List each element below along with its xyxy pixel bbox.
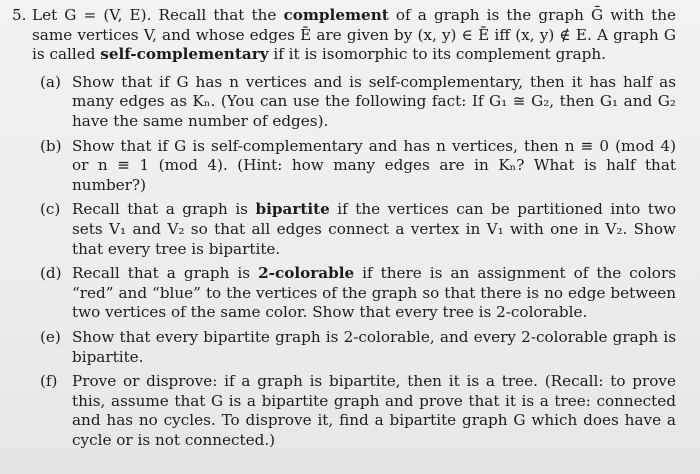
- part-text: Prove or disprove: if a graph is bipartite, then it is a tree. (Recall: to prove this, assume that G is a bipartite graph and prove that it is a tree: connected and has no cycles. To disprove it, find a bipartite graph G which does have a cycle or is not connected.): [72, 372, 676, 449]
- part-label: (b): [40, 136, 62, 155]
- part-text: Recall that a graph is bipartite if the vertices can be partitioned into two sets V₁ and V₂ so that all edges connect a vertex in V₁ with one in V₂. Show that every tree is bipartite.: [72, 200, 676, 258]
- part-f: [40, 372, 676, 450]
- part-c: [40, 200, 676, 259]
- part-label: (a): [40, 72, 61, 91]
- problem-parts-list: [12, 73, 676, 451]
- part-text: Show that if G has n vertices and is self-complementary, then it has half as many edges as Kₙ. (You can use the following fact: If G₁ ≅ G₂, then G₁ and G₂ have the same number of edges).: [72, 72, 676, 130]
- part-label: (e): [40, 327, 61, 346]
- problem-number: 5.: [12, 6, 27, 24]
- part-a: [40, 73, 676, 132]
- part-label: (f): [40, 372, 58, 391]
- part-text: Show that every bipartite graph is 2-colorable, and every 2-colorable graph is bipartite.: [72, 327, 676, 366]
- part-label: (d): [40, 264, 62, 283]
- problem-5: [12, 6, 676, 455]
- part-text: Show that if G is self-complementary and has n vertices, then n ≡ 0 (mod 4) or n ≡ 1 (mod 4). (Hint: how many edges are in Kₙ? What is half that number?): [72, 136, 676, 194]
- problem-intro-text: Let G = (V, E). Recall that the complement of a graph is the graph Ḡ with the same vertices V, and whose edges Ē are given by (x, y) ∈ Ē iff (x, y) ∉ E. A graph G is called self-complementary if it is isomorphic to its complement graph.: [32, 6, 676, 64]
- part-d: [40, 264, 676, 323]
- part-text: Recall that a graph is 2-colorable if there is an assignment of the colors “red” and “blue” to the vertices of the graph so that there is no edge between two vertices of the same color. Show that every tree is 2-colorable.: [72, 264, 676, 322]
- part-label: (c): [40, 200, 61, 219]
- problem-intro: [12, 6, 676, 65]
- part-b: [40, 137, 676, 196]
- part-e: [40, 328, 676, 367]
